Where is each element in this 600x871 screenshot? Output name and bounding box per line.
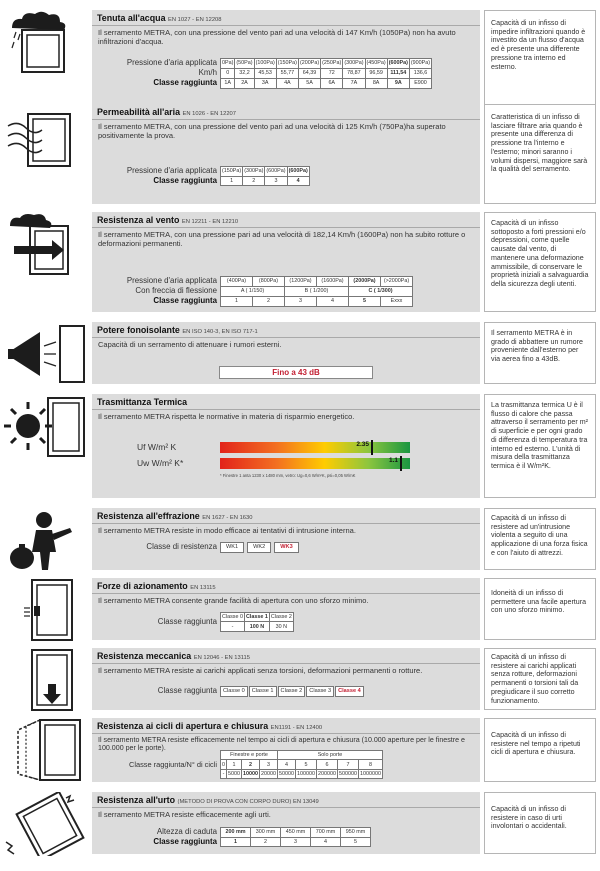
burglar-icon (4, 508, 86, 572)
air-side-note: Caratteristica di un infisso di lasciare filtrare aria quando è presente una differenza di pressione tra l'interno e l'esterno; minori saranno i volumi dispersi, maggiore sarà la qualità del serramento. (484, 104, 596, 204)
cycles-table: Finestre e porte Solo porte 0 1 2 3 4 5 6 7 8 - 5000 10000 20000 50000 100000 200000 500000 1000000 (220, 750, 383, 779)
impact-description: Il serramento METRA resiste efficacemente agli urti. (98, 810, 271, 819)
class-chip: Classe 1 (249, 686, 277, 697)
class-chip-achieved: Classe 4 (335, 686, 364, 697)
row-label: Pressione d'aria applicata (126, 58, 217, 68)
thermal-side-note: La trasmittanza termica U è il flusso di calore che passa attraverso il serramento per m² di superficie e per ogni grado di differenza di temperatura tra interno ed esterno. L'unità di misura della trasmittanza termica è il W/m²K. (484, 394, 596, 498)
row-label: Classe di resistenza (146, 542, 217, 552)
uw-value: 1.1 (388, 457, 398, 464)
wind-table: (400Pa) (800Pa) (1200Pa) (1600Pa) (2000Pa) (>2000Pa) A ( 1/150) B ( 1/200) C ( 1/300) 1 2 3 4 5 Exxx (220, 276, 413, 307)
uf-label: Uf W/m² K (137, 442, 177, 452)
water-description: Il serramento METRA, con una pressione del vento pari ad una velocità di 147 Km/h (1050Pa) non ha avuto infiltrazioni d'acqua. (98, 28, 456, 46)
rain-cloud-window-icon (4, 10, 86, 74)
sound-title: Potere fonoisolante EN ISO 140-3, EN ISO 717-1 (92, 322, 480, 338)
impact-title: Resistenza all'urto (METODO DI PROVA CON CORPO DURO) EN 13049 (92, 792, 480, 808)
uf-gauge (220, 442, 410, 453)
storm-window-icon (4, 212, 86, 276)
uw-label: Uw W/m² K* (137, 458, 184, 468)
wind-description: Il serramento METRA, con una pressione pari ad una velocità di 182,14 Km/h (1600Pa) non ha subito rotture o deformazioni permanenti. (98, 230, 466, 248)
section-burglar-resistance (0, 508, 600, 570)
sound-side-note: Il serramento METRA è in grado di abbattere un rumore proveniente dall'esterno per via aerea fino a 43dB. (484, 322, 596, 384)
cycles-description: Il serramento METRA resiste efficacemente nel tempo ai cicli di apertura e chiusura (10.000 aperture per le finestre e 100.000 per le porte). (98, 736, 465, 753)
mech-panel (92, 648, 480, 710)
sound-value: Fino a 43 dB (219, 366, 373, 379)
impact-panel (92, 792, 480, 854)
water-table: 0Pa) (50Pa) (100Pa) (150Pa) (200Pa) (250Pa) (300Pa) (450Pa) (600Pa) (900Pa) 0 32,2 45,53 55,77 64,39 72 78,87 96,59 111,54 136,6 1A 2A 3A 4A 5A 6A 7A 8A 9A E900 (220, 58, 432, 89)
burglar-title: Resistenza all'effrazione EN 1627 - EN 1630 (92, 508, 480, 524)
row-label: Classe raggiunta (153, 176, 217, 186)
opening-window-icon (4, 718, 86, 782)
mech-side-note: Capacità di un infisso di resistere ai carichi applicati senza rotture, deformazioni permanenti o torsioni tali da pregiudicare il suo corretto funzionamento. (484, 648, 596, 710)
mech-results (92, 686, 480, 696)
window-handle-icon (4, 578, 86, 642)
force-description: Il serramento METRA consente grande facilità di apertura con uno sforzo minimo. (98, 596, 369, 605)
row-label: Classe raggiunta (157, 686, 217, 696)
uf-value: 2.35 (356, 441, 369, 448)
cycles-panel (92, 718, 480, 782)
section-wind-resistance (0, 212, 600, 312)
burglar-side-note: Capacità di un infisso di resistere ad un'intrusione violenta a seguito di una applicazione di una forza fisica e con l'aiuto di attrezzi. (484, 508, 596, 570)
force-side-note: Idoneità di un infisso di permettere una facile apertura con uno sforzo minimo. (484, 578, 596, 640)
air-results (92, 166, 480, 186)
air-table: (150Pa) (300Pa) (600Pa) (600Pa) 1 2 3 4 (220, 166, 310, 186)
thermal-panel (92, 394, 480, 498)
megaphone-icon (4, 322, 86, 386)
force-title: Forze di azionamento EN 13115 (92, 578, 480, 594)
row-label: Pressione d'aria applicata (126, 166, 217, 176)
section-operating-forces (0, 578, 600, 640)
air-title: Permeabilità all'aria EN 1026 - EN 12207 (92, 104, 480, 120)
row-label: Classe raggiunta (153, 837, 217, 847)
water-side-note: Capacità di un infisso di impedire infiltrazioni quando è investito da un flusso d'acqua ed è presente una differente pressione tra interno ed esterno. (484, 10, 596, 124)
row-label: Km/h (198, 68, 217, 78)
burglar-description: Il serramento METRA resiste in modo efficace ai tentativi di intrusione interna. (98, 526, 356, 535)
air-description: Il serramento METRA, con una pressione del vento pari ad una velocità di 125 Km/h (750Pa)ha superato positivamente la prova. (98, 122, 446, 140)
row-label: Con freccia di flessione (135, 286, 217, 296)
section-mechanical-resistance (0, 648, 600, 710)
sound-panel (92, 322, 480, 384)
impact-side-note: Capacità di un infisso di resistere in caso di urti involontari o accidentali. (484, 792, 596, 854)
thermal-title: Trasmittanza Termica (92, 394, 480, 410)
sun-window-icon (4, 394, 86, 458)
force-table: Classe 0 Classe 1 Classe 2 - 100 N 30 N (220, 612, 294, 632)
class-chip: WK2 (247, 542, 271, 553)
wind-panel (92, 212, 480, 312)
row-label: Pressione d'aria applicata (126, 276, 217, 286)
class-chip: Classe 0 (220, 686, 248, 697)
air-panel (92, 104, 480, 204)
force-results (92, 612, 480, 632)
row-label: Classe raggiunta (153, 78, 217, 88)
section-sound-insulation (0, 322, 600, 384)
row-label: Classe raggiunta (157, 616, 217, 626)
class-chip: Classe 3 (306, 686, 334, 697)
row-label: Classe raggiunta (153, 296, 217, 306)
water-title: Tenuta all'acqua EN 1027 - EN 12208 (92, 10, 480, 26)
sound-description: Capacità di un serramento di attenuare i rumori esterni. (98, 340, 282, 349)
mech-title: Resistenza meccanica EN 12046 - EN 13115 (92, 648, 480, 664)
wind-window-icon (4, 104, 86, 168)
impact-table: 200 mm 300 mm 450 mm 700 mm 950 mm 1 2 3 4 5 (220, 827, 371, 847)
mech-description: Il serramento METRA resiste ai carichi applicati senza torsioni, deformazioni permanenti o rotture. (98, 666, 423, 675)
section-cycles-resistance (0, 718, 600, 782)
class-chip: WK1 (220, 542, 244, 553)
wind-results (92, 276, 480, 307)
impact-results (92, 827, 480, 847)
uf-marker (371, 440, 373, 455)
thermal-footnote: * Finestre 1 anta 1230 x 1480 mm, vetro: Ug=0,6 W/m²K, psi=0,05 W/mK (220, 473, 356, 478)
thermal-description: Il serramento METRA rispetta le normative in materia di risparmio energetico. (98, 412, 355, 421)
section-impact-resistance (0, 792, 600, 854)
section-air-permeability (0, 104, 600, 204)
force-panel (92, 578, 480, 640)
row-label: Altezza di caduta (156, 827, 217, 837)
row-label: Classe raggiunta/N° di cicli (129, 759, 217, 769)
load-arrow-window-icon (4, 648, 86, 712)
wind-title: Resistenza al vento EN 12211 - EN 12210 (92, 212, 480, 228)
burglar-results (92, 542, 480, 552)
class-chip: Classe 2 (278, 686, 306, 697)
uw-marker (400, 456, 402, 471)
cycles-side-note: Capacità di un infisso di resistere nel tempo a ripetuti cicli di apertura e chiusura. (484, 718, 596, 782)
burglar-panel (92, 508, 480, 570)
water-results (92, 58, 480, 89)
impact-window-icon (4, 792, 86, 856)
cycles-title: Resistenza ai cicli di apertura e chiusura EN1191 - EN 12400 (92, 718, 480, 734)
cycles-results (92, 750, 480, 779)
wind-side-note: Capacità di un infisso sottoposto a forti pressioni e/o depressioni, come quelle causate dal vento, di mantenere una deformazione ammissibile, di conservare le proprietà iniziali a salvaguardia della sicurezza degli utenti. (484, 212, 596, 312)
class-chip-achieved: WK3 (274, 542, 298, 553)
section-thermal-transmittance (0, 394, 600, 498)
uw-gauge (220, 458, 410, 469)
